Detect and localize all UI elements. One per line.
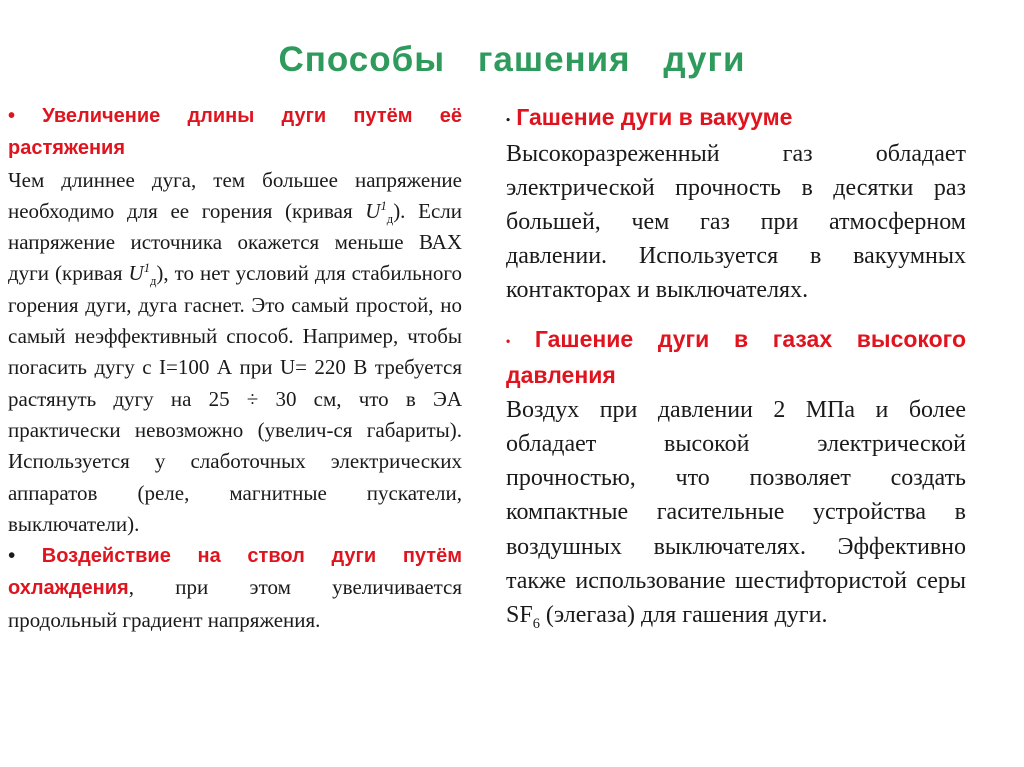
right-item-vacuum [506, 100, 966, 308]
u-subscript: д [149, 274, 157, 289]
bullet: • [8, 543, 16, 568]
item-text-a: Воздух при давлении 2 МПа и более обладает высокой электрической прочностью, что позволяет создать компактные гасительные устройства в воздушных выключателях. Эффективно также использование шестифтористой серы SF [506, 396, 966, 629]
item-text-b: (элегаза) для гашения дуги. [539, 602, 828, 629]
left-item-arc-stretching [8, 100, 462, 540]
item-heading: Воздействие на ствол дуги путём охлаждения [8, 545, 463, 600]
item-heading: Гашение дуги в газах высокого давления [506, 325, 966, 388]
item-text-b: ). Если напряжение источника окажется меньше ВАХ дуги (кривая [8, 198, 462, 286]
bullet: • Гашение дуги в газах высокого давления [506, 325, 966, 388]
sf6-subscript: 6 [532, 615, 540, 632]
left-column [8, 100, 462, 636]
page-title: Способы гашения дуги [278, 40, 746, 79]
item-text: Высокоразреженный газ обладает электрической прочность в десятки раз большей, чем газ при атмосферном давлении. Используется в вакуумных контакторах и выключателях. [506, 140, 966, 304]
left-item-cooling [8, 540, 462, 636]
bullet: • Увеличение длины дуги путём её растяжения [8, 105, 462, 160]
u-subscript: д [386, 212, 394, 227]
bullet: • [506, 112, 511, 127]
right-item-high-pressure [506, 322, 966, 633]
item-heading: Гашение дуги в вакууме [516, 104, 793, 130]
right-column [506, 100, 966, 632]
u-symbol: $U^1$ [365, 198, 387, 223]
item-text-c: ), то нет условий для стабильного горения дуги, дуга гаснет. Это самый простой, но самый неэффективный способ. Например, чтобы погасить дугу с I=100 А при U= 220 В требуется растянуть дугу на 25 ÷ 30 см, что в ЭА практически невозможно (увелич-ся габариты). Используется у слаботочных электрических аппаратов (реле, магнитные пускатели, выключатели). [8, 261, 462, 536]
u-symbol: $U^1$ [128, 261, 150, 286]
item-heading: Увеличение длины дуги путём её растяжения [8, 105, 462, 160]
item-text: , при этом увеличивается продольный градиент напряжения. [8, 575, 462, 632]
item-text-a: Чем длиннее дуга, тем большее напряжение необходимо для ее горения (кривая [8, 167, 462, 223]
